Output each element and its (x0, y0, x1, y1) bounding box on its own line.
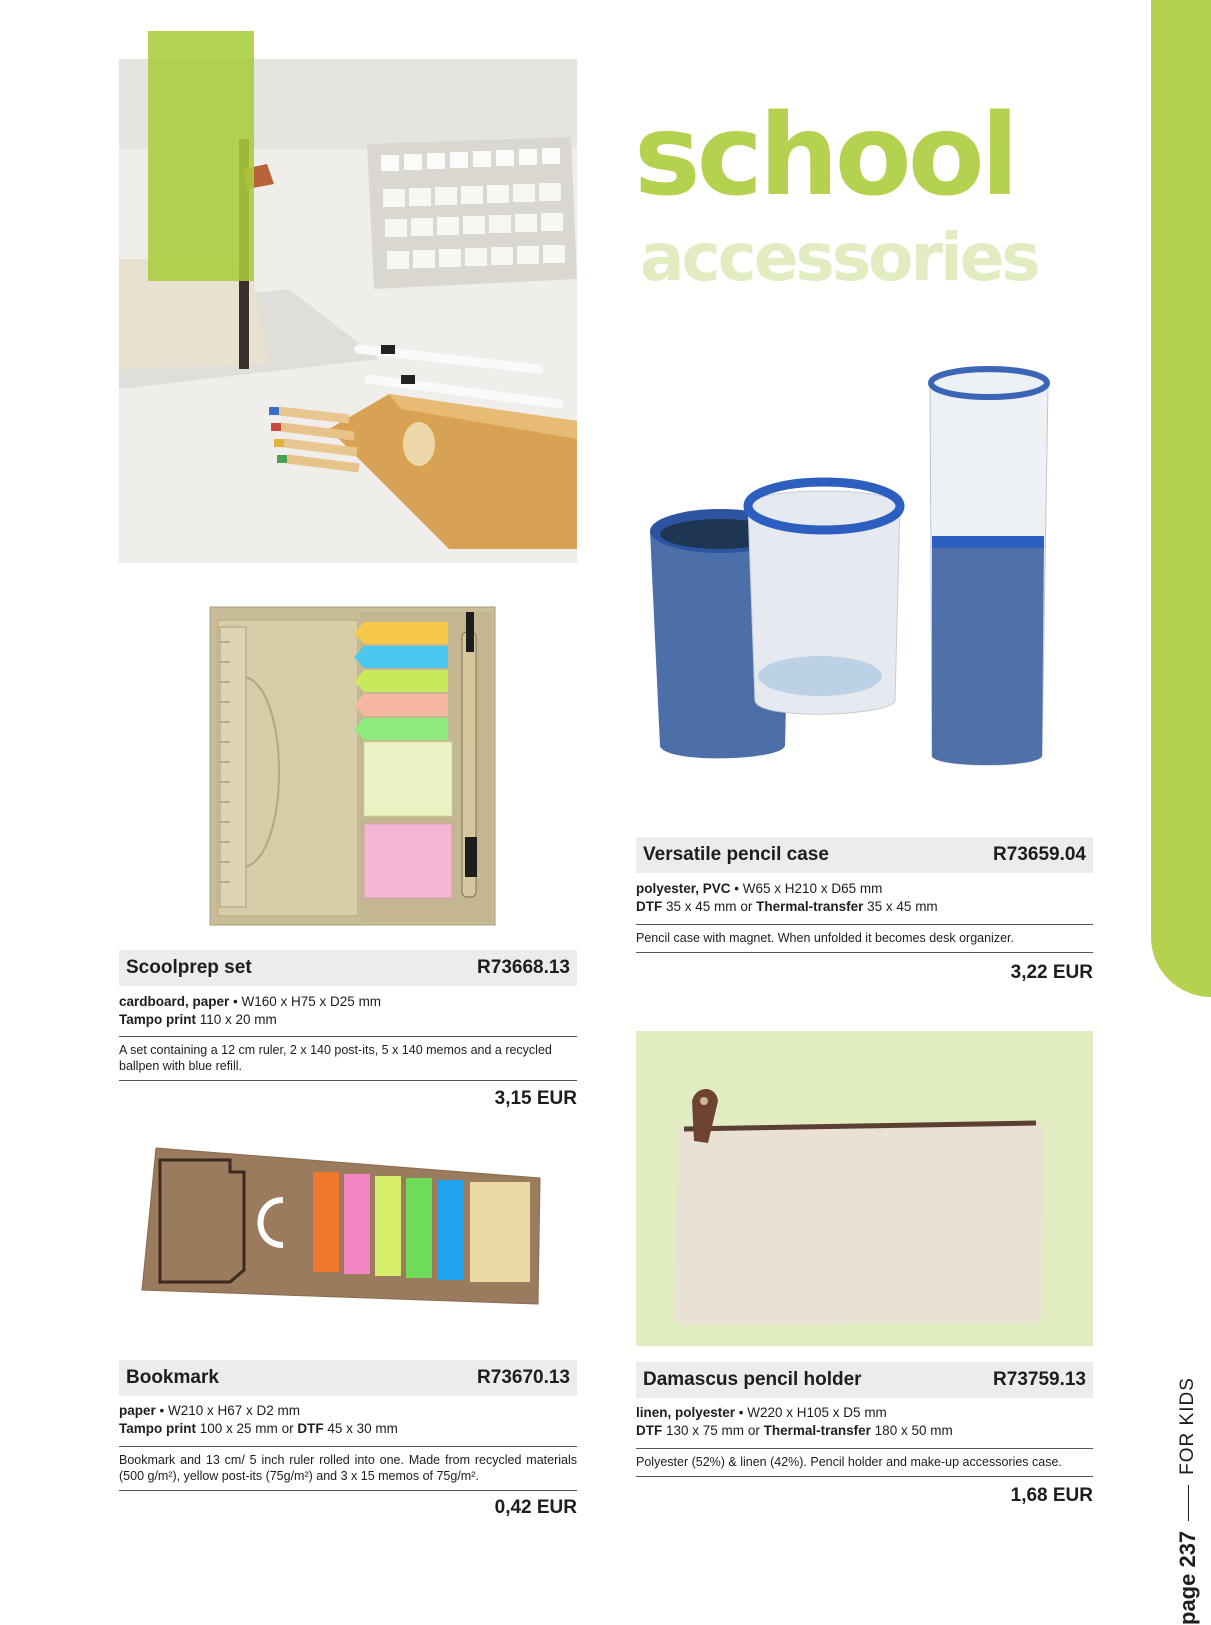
product-price: 1,68 EUR (1010, 1485, 1093, 1506)
product-name: Bookmark (126, 1367, 219, 1388)
product-description: Pencil case with magnet. When unfolded it becomes desk organizer. (636, 924, 1093, 953)
dimensions: W160 x H75 x D25 mm (241, 994, 382, 1009)
page-subtitle: accessories (640, 219, 1038, 296)
side-label (1176, 1284, 1206, 1624)
material: cardboard, paper (119, 994, 230, 1009)
product-price: 3,22 EUR (1010, 962, 1093, 983)
page-title: school (634, 91, 1016, 221)
dimensions: W220 x H105 x D5 mm (747, 1405, 887, 1420)
material: linen, polyester (636, 1405, 736, 1420)
product-header (119, 950, 577, 986)
print-size: 130 x 75 mm (666, 1422, 745, 1438)
print-method: Tampo print (119, 1420, 196, 1436)
print-method: DTF (636, 1422, 663, 1438)
accent-block (148, 31, 254, 281)
product-name: Versatile pencil case (643, 844, 829, 865)
material: paper (119, 1403, 156, 1418)
print-size: 110 x 20 mm (199, 1011, 277, 1027)
print-size: 35 x 45 mm (666, 898, 737, 914)
print-method: Tampo print (119, 1011, 196, 1027)
divider (1188, 1485, 1189, 1521)
product-description: Bookmark and 13 cm/ 5 inch ruler rolled into one. Made from recycled materials (500 g/m²), yellow post-its (75g/m²) and 3 x 15 memos of 75g/m². (119, 1446, 577, 1491)
print-size-2: 180 x 50 mm (874, 1422, 953, 1438)
print-method-2: DTF (297, 1420, 324, 1436)
or-label: or (747, 1422, 760, 1438)
product-specs: paper • W210 x H67 x D2 mm Tampo print 100 x 25 mm or DTF 45 x 30 mm (119, 1403, 398, 1436)
dimensions: W210 x H67 x D2 mm (168, 1403, 301, 1418)
product-header (636, 837, 1093, 873)
category-label: FOR KIDS (1177, 1377, 1198, 1475)
or-label: or (740, 898, 753, 914)
product-header (636, 1362, 1093, 1398)
product-name: Scoolprep set (126, 957, 252, 978)
product-specs: linen, polyester • W220 x H105 x D5 mm DTF 130 x 75 mm or Thermal-transfer 180 x 50 mm (636, 1405, 953, 1438)
product-code: R73668.13 (477, 957, 570, 978)
product-price: 3,15 EUR (494, 1088, 577, 1109)
product-specs: cardboard, paper • W160 x H75 x D25 mm Tampo print 110 x 20 mm (119, 994, 382, 1027)
print-size-2: 35 x 45 mm (867, 898, 938, 914)
print-method: DTF (636, 898, 663, 914)
page-number: page 237 (1175, 1530, 1200, 1625)
product-price: 0,42 EUR (494, 1497, 577, 1518)
product-code: R73670.13 (477, 1367, 570, 1388)
damascus-pencil-holder-image (636, 1031, 1093, 1346)
product-code: R73659.04 (993, 844, 1086, 865)
print-size: 100 x 25 mm (199, 1420, 278, 1436)
or-label: or (281, 1420, 294, 1436)
side-tab (1151, 0, 1211, 997)
dimensions: W65 x H210 x D65 mm (742, 881, 883, 896)
print-method-2: Thermal-transfer (763, 1422, 871, 1438)
print-method-2: Thermal-transfer (756, 898, 864, 914)
versatile-pencil-case-image (630, 356, 1110, 796)
scoolprep-set-image (160, 582, 538, 932)
product-code: R73759.13 (993, 1369, 1086, 1390)
bookmark-image (118, 1100, 582, 1340)
material: polyester, PVC (636, 881, 731, 896)
product-header (119, 1360, 577, 1396)
print-size-2: 45 x 30 mm (327, 1420, 398, 1436)
product-description: Polyester (52%) & linen (42%). Pencil holder and make-up accessories case. (636, 1448, 1093, 1477)
product-specs: polyester, PVC • W65 x H210 x D65 mm DTF 35 x 45 mm or Thermal-transfer 35 x 45 mm (636, 881, 938, 914)
product-name: Damascus pencil holder (643, 1369, 862, 1390)
product-description: A set containing a 12 cm ruler, 2 x 140 post-its, 5 x 140 memos and a recycled ballpen with blue refill. (119, 1036, 577, 1081)
